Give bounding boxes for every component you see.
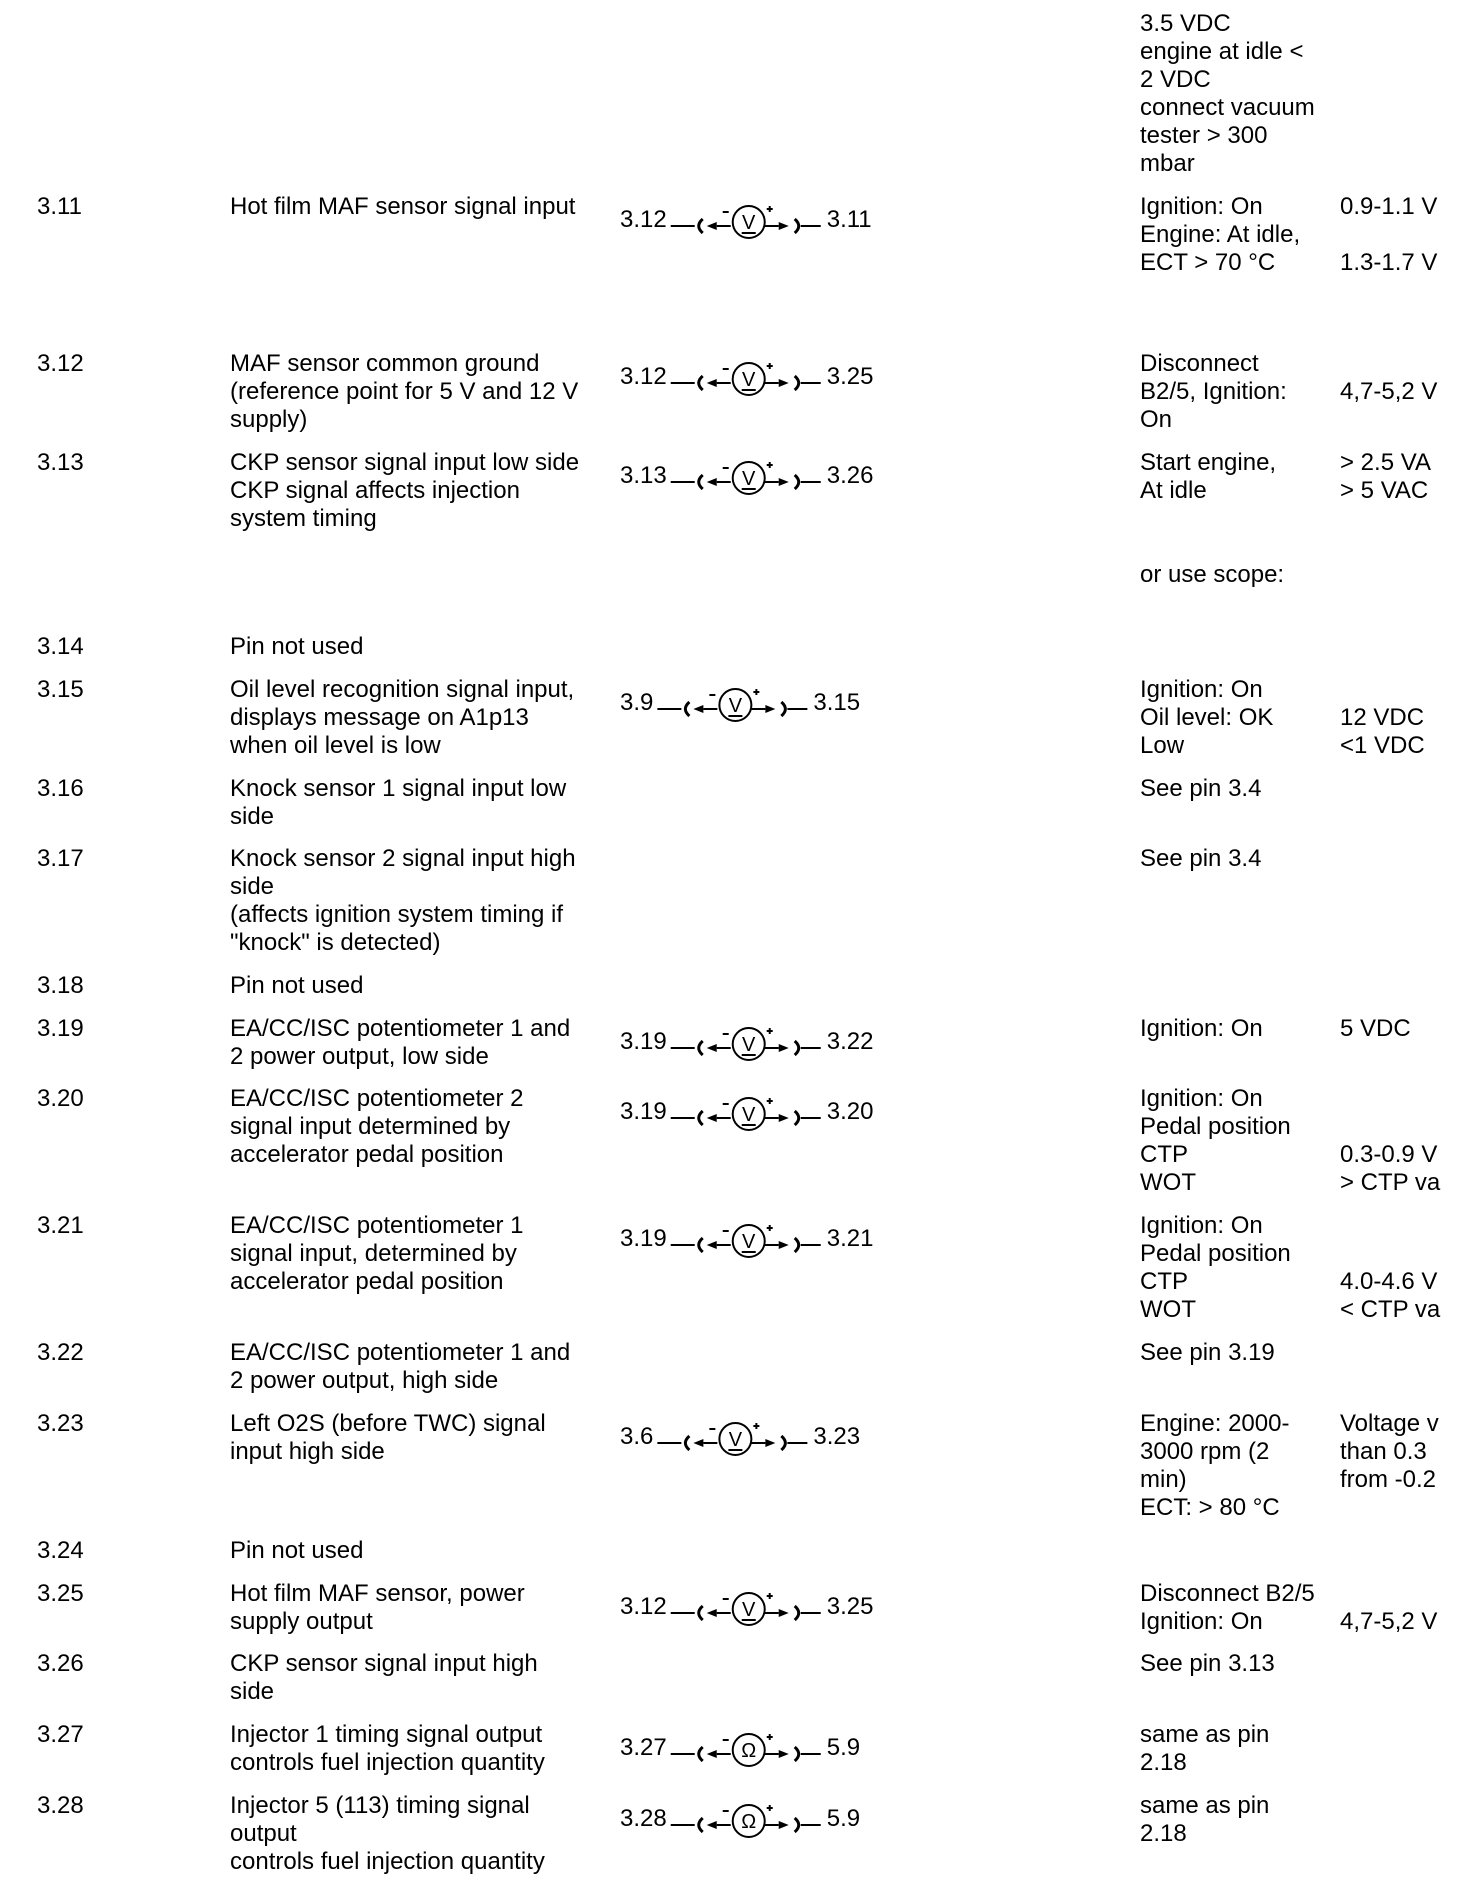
pin-description: Hot film MAF sensor signal input bbox=[230, 193, 576, 220]
pin-description: EA/CC/ISC potentiometer 1 signal input, determined by accelerator pedal position bbox=[230, 1212, 524, 1295]
nominal-value: 4,7-5,2 V bbox=[1340, 378, 1438, 405]
nominal-value: > 2.5 VA > 5 VAC bbox=[1340, 449, 1431, 504]
voltmeter-icon bbox=[620, 1587, 980, 1627]
svg-text:Ω: Ω bbox=[741, 1811, 757, 1833]
pin-description: Hot film MAF sensor, power supply output bbox=[230, 1580, 525, 1635]
probe-from-pin: 3.28 bbox=[620, 1805, 667, 1832]
pin-number: 3.15 bbox=[37, 676, 84, 703]
probe-to-pin: 5.9 bbox=[826, 1805, 861, 1832]
pin-number: 3.19 bbox=[37, 1015, 84, 1042]
test-probe bbox=[620, 1022, 980, 1062]
svg-text:V: V bbox=[742, 1231, 756, 1253]
svg-text:V: V bbox=[742, 1599, 756, 1621]
probe-from-pin: 3.12 bbox=[620, 206, 667, 233]
test-condition: same as pin 2.18 bbox=[1140, 1792, 1270, 1847]
pin-number: 3.23 bbox=[37, 1410, 84, 1437]
probe-from-pin: 3.19 bbox=[620, 1225, 667, 1252]
test-probe bbox=[620, 357, 980, 397]
pin-number: 3.20 bbox=[37, 1085, 84, 1112]
pin-number: 3.14 bbox=[37, 633, 84, 660]
probe-to-pin: 3.21 bbox=[826, 1225, 874, 1252]
pin-number: 3.22 bbox=[37, 1339, 84, 1366]
pin-description: Injector 1 timing signal output controls fuel injection quantity bbox=[230, 1721, 545, 1776]
voltmeter-icon bbox=[620, 1417, 980, 1457]
pin-number: 3.25 bbox=[37, 1580, 84, 1607]
pin-number: 3.12 bbox=[37, 350, 84, 377]
svg-text:V: V bbox=[742, 1034, 756, 1056]
test-probe bbox=[620, 1417, 980, 1457]
pin-description: EA/CC/ISC potentiometer 1 and 2 power output, high side bbox=[230, 1339, 571, 1394]
header-note-condition: 3.5 VDC engine at idle < 2 VDC connect vacuum tester > 300 mbar bbox=[1140, 10, 1315, 177]
test-condition: See pin 3.4 bbox=[1140, 775, 1262, 802]
test-condition: Start engine, At idle bbox=[1140, 449, 1277, 504]
test-condition: Ignition: On Pedal position CTP WOT bbox=[1140, 1212, 1291, 1323]
pin-description: Pin not used bbox=[230, 1537, 364, 1564]
pin-description: CKP sensor signal input low side CKP signal affects injection system timing bbox=[230, 449, 580, 532]
test-probe bbox=[620, 1728, 980, 1768]
voltmeter-icon bbox=[620, 456, 980, 496]
probe-from-pin: 3.12 bbox=[620, 363, 667, 390]
test-condition: See pin 3.4 bbox=[1140, 845, 1262, 872]
probe-to-pin: 3.25 bbox=[826, 1593, 874, 1620]
pin-description: Injector 5 (113) timing signal output controls fuel injection quantity bbox=[230, 1792, 545, 1875]
voltmeter-icon bbox=[620, 200, 980, 240]
voltmeter-icon bbox=[620, 1219, 980, 1259]
test-probe bbox=[620, 200, 980, 240]
probe-to-pin: 5.9 bbox=[826, 1734, 861, 1761]
test-condition: Ignition: On Oil level: OK Low bbox=[1140, 676, 1274, 759]
test-probe bbox=[620, 1799, 980, 1839]
test-condition: See pin 3.13 bbox=[1140, 1650, 1275, 1677]
nominal-value: 4,7-5,2 V bbox=[1340, 1608, 1438, 1635]
svg-text:V: V bbox=[728, 1429, 743, 1451]
pin-description: Left O2S (before TWC) signal input high side bbox=[230, 1410, 546, 1465]
pin-number: 3.17 bbox=[37, 845, 84, 872]
probe-to-pin: 3.20 bbox=[826, 1098, 874, 1125]
probe-from-pin: 3.9 bbox=[620, 689, 654, 716]
test-condition: Engine: 2000- 3000 rpm (2 min) ECT: > 80 °C bbox=[1140, 1410, 1290, 1521]
pin-description: MAF sensor common ground (reference point for 5 V and 12 V supply) bbox=[230, 350, 579, 433]
voltmeter-icon bbox=[620, 1022, 980, 1062]
probe-from-pin: 3.19 bbox=[620, 1098, 667, 1125]
nominal-value: 12 VDC <1 VDC bbox=[1340, 704, 1425, 759]
test-probe bbox=[620, 1219, 980, 1259]
ohmmeter-icon bbox=[620, 1728, 980, 1768]
pin-number: 3.28 bbox=[37, 1792, 84, 1819]
pin-description: Knock sensor 1 signal input low side bbox=[230, 775, 567, 830]
probe-from-pin: 3.12 bbox=[620, 1593, 667, 1620]
probe-from-pin: 3.19 bbox=[620, 1028, 667, 1055]
voltmeter-icon bbox=[620, 357, 980, 397]
voltmeter-icon bbox=[620, 683, 980, 723]
scope-note: or use scope: bbox=[1140, 561, 1285, 588]
probe-to-pin: 3.25 bbox=[826, 363, 874, 390]
test-condition: Disconnect B2/5 Ignition: On bbox=[1140, 1580, 1315, 1635]
probe-from-pin: 3.13 bbox=[620, 462, 667, 489]
pin-description: Pin not used bbox=[230, 633, 364, 660]
pin-description: Pin not used bbox=[230, 972, 364, 999]
test-condition: same as pin 2.18 bbox=[1140, 1721, 1270, 1776]
pin-number: 3.13 bbox=[37, 449, 84, 476]
svg-text:V: V bbox=[742, 1104, 756, 1126]
test-condition: Ignition: On Pedal position CTP WOT bbox=[1140, 1085, 1291, 1196]
svg-text:Ω: Ω bbox=[741, 1740, 757, 1762]
svg-text:V: V bbox=[742, 212, 756, 234]
svg-text:V: V bbox=[742, 468, 756, 490]
nominal-value: 0.3-0.9 V > CTP va bbox=[1340, 1141, 1441, 1196]
svg-text:V: V bbox=[728, 695, 743, 717]
pin-number: 3.21 bbox=[37, 1212, 84, 1239]
pin-number: 3.11 bbox=[37, 193, 82, 220]
svg-text:V: V bbox=[742, 369, 756, 391]
probe-from-pin: 3.6 bbox=[620, 1423, 654, 1450]
nominal-value: Voltage v than 0.3 from -0.2 bbox=[1340, 1410, 1439, 1493]
test-condition: Ignition: On bbox=[1140, 1015, 1263, 1042]
test-probe bbox=[620, 1587, 980, 1627]
test-probe bbox=[620, 683, 980, 723]
test-condition: Ignition: On Engine: At idle, ECT > 70 °C bbox=[1140, 193, 1301, 276]
probe-to-pin: 3.26 bbox=[826, 462, 874, 489]
nominal-value: 5 VDC bbox=[1340, 1015, 1411, 1042]
probe-to-pin: 3.15 bbox=[813, 689, 861, 716]
test-condition: Disconnect B2/5, Ignition: On bbox=[1140, 350, 1287, 433]
pin-number: 3.16 bbox=[37, 775, 84, 802]
test-probe bbox=[620, 1092, 980, 1132]
pin-number: 3.18 bbox=[37, 972, 84, 999]
test-condition: See pin 3.19 bbox=[1140, 1339, 1275, 1366]
test-probe bbox=[620, 456, 980, 496]
voltmeter-icon bbox=[620, 1092, 980, 1132]
ohmmeter-icon bbox=[620, 1799, 980, 1839]
nominal-value: 4.0-4.6 V < CTP va bbox=[1340, 1268, 1441, 1323]
probe-to-pin: 3.23 bbox=[813, 1423, 861, 1450]
pin-description: EA/CC/ISC potentiometer 2 signal input determined by accelerator pedal position bbox=[230, 1085, 524, 1168]
probe-to-pin: 3.22 bbox=[826, 1028, 874, 1055]
probe-from-pin: 3.27 bbox=[620, 1734, 667, 1761]
probe-to-pin: 3.11 bbox=[826, 206, 872, 233]
pin-description: EA/CC/ISC potentiometer 1 and 2 power output, low side bbox=[230, 1015, 571, 1070]
pin-description: CKP sensor signal input high side bbox=[230, 1650, 538, 1705]
pin-number: 3.27 bbox=[37, 1721, 84, 1748]
pin-number: 3.24 bbox=[37, 1537, 84, 1564]
pin-description: Oil level recognition signal input, displays message on A1p13 when oil level is low bbox=[230, 676, 575, 759]
pin-description: Knock sensor 2 signal input high side (affects ignition system timing if "knock" is detected) bbox=[230, 845, 576, 956]
pin-number: 3.26 bbox=[37, 1650, 84, 1677]
nominal-value: 0.9-1.1 V 1.3-1.7 V bbox=[1340, 193, 1438, 276]
